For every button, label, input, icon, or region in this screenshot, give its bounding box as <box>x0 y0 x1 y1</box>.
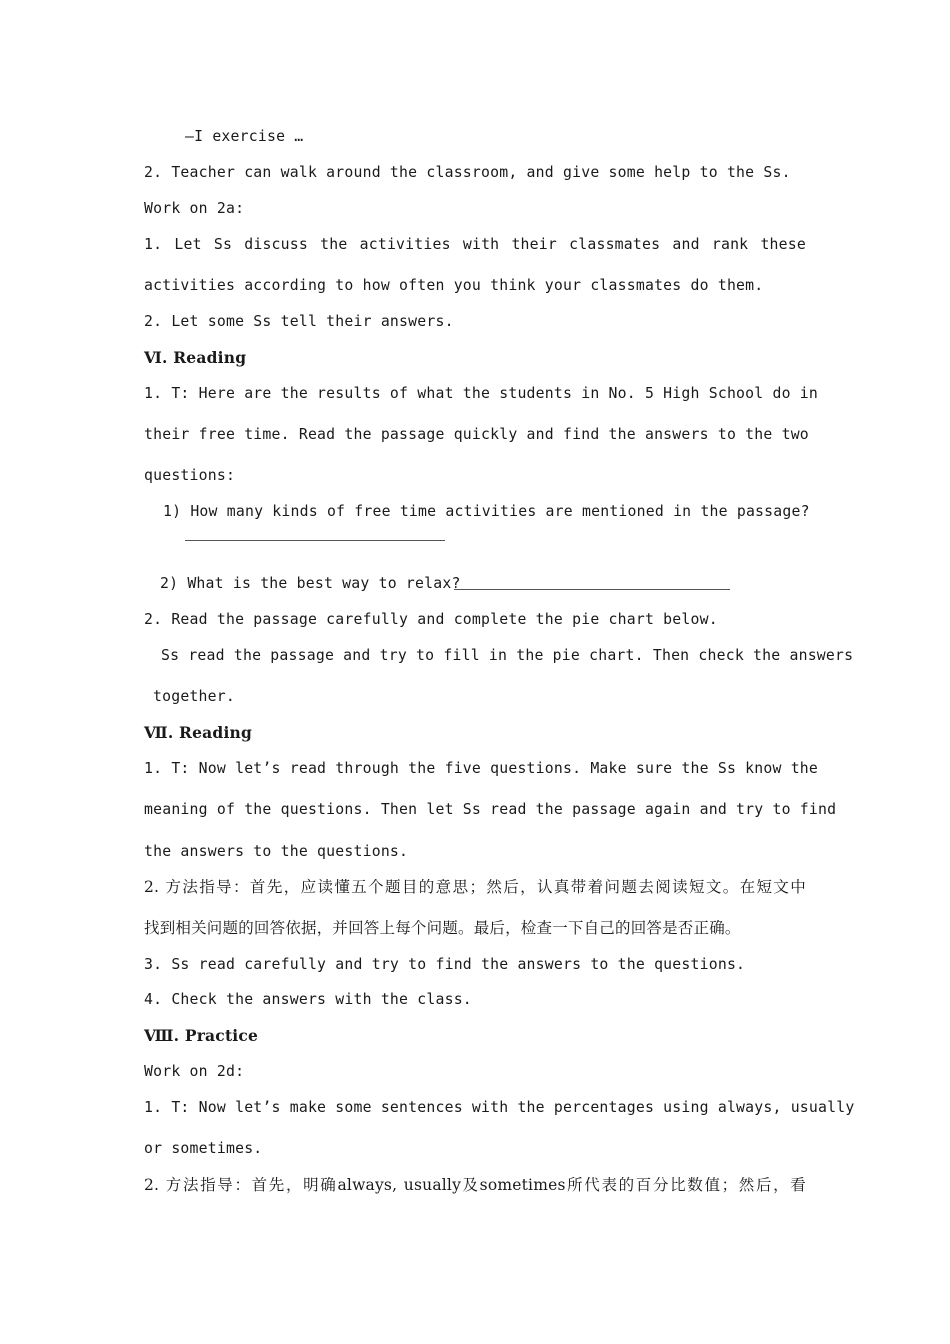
question-2: 2) What is the best way to relax? <box>160 575 461 592</box>
text-line: Work on 2d: <box>144 1063 245 1080</box>
text-line: activities according to how often you think your classmates do them. <box>144 277 764 294</box>
text-line: 4. Check the answers with the class. <box>144 991 472 1008</box>
section-heading: Ⅶ. Reading <box>144 723 253 742</box>
text-line: Work on 2a: <box>144 200 245 217</box>
text-line: 2. Read the passage carefully and complete the pie chart below. <box>144 611 718 628</box>
text-line: 1. T: Here are the results of what the students in No. 5 High School do in <box>144 385 819 402</box>
text-line: their free time. Read the passage quickly and find the answers to the two <box>144 426 809 443</box>
text-line: Ss read the passage and try to fill in the pie chart. Then check the answers <box>161 647 854 664</box>
text-line: 2. 方法指导：首先，应读懂五个题目的意思；然后，认真带着问题去阅读短文。在短文中 <box>144 878 806 896</box>
text-line: 1. T: Now let’s make some sentences with the percentages using always, usually <box>144 1099 855 1116</box>
text-line: together. <box>153 688 235 705</box>
text-line: 2. Teacher can walk around the classroom, and give some help to the Ss. <box>144 164 791 181</box>
answer-blank-2[interactable] <box>454 589 730 590</box>
text-line: 找到相关问题的回答依据，并回答上每个问题。最后，检查一下自己的回答是否正确。 <box>144 919 741 937</box>
text-line: questions: <box>144 467 236 484</box>
text-line: —I exercise … <box>185 128 304 145</box>
answer-blank-1[interactable] <box>185 540 445 541</box>
question-1: 1) How many kinds of free time activities are mentioned in the passage? <box>163 503 810 520</box>
text-line: 1. Let Ss discuss the activities with their classmates and rank these <box>144 236 806 253</box>
text-line: 2. Let some Ss tell their answers. <box>144 313 454 330</box>
text-line: or sometimes. <box>144 1140 263 1157</box>
text-line: 1. T: Now let’s read through the five questions. Make sure the Ss know the <box>144 760 819 777</box>
section-heading: Ⅷ. Practice <box>144 1026 259 1045</box>
text-line: 3. Ss read carefully and try to find the answers to the questions. <box>144 956 746 973</box>
text-line: 2. 方法指导：首先，明确always, usually及sometimes所代表的百分比数值；然后，看 <box>144 1176 806 1194</box>
text-line: meaning of the questions. Then let Ss read the passage again and try to find <box>144 801 837 818</box>
section-heading: Ⅵ. Reading <box>144 348 247 367</box>
text-line: the answers to the questions. <box>144 843 409 860</box>
